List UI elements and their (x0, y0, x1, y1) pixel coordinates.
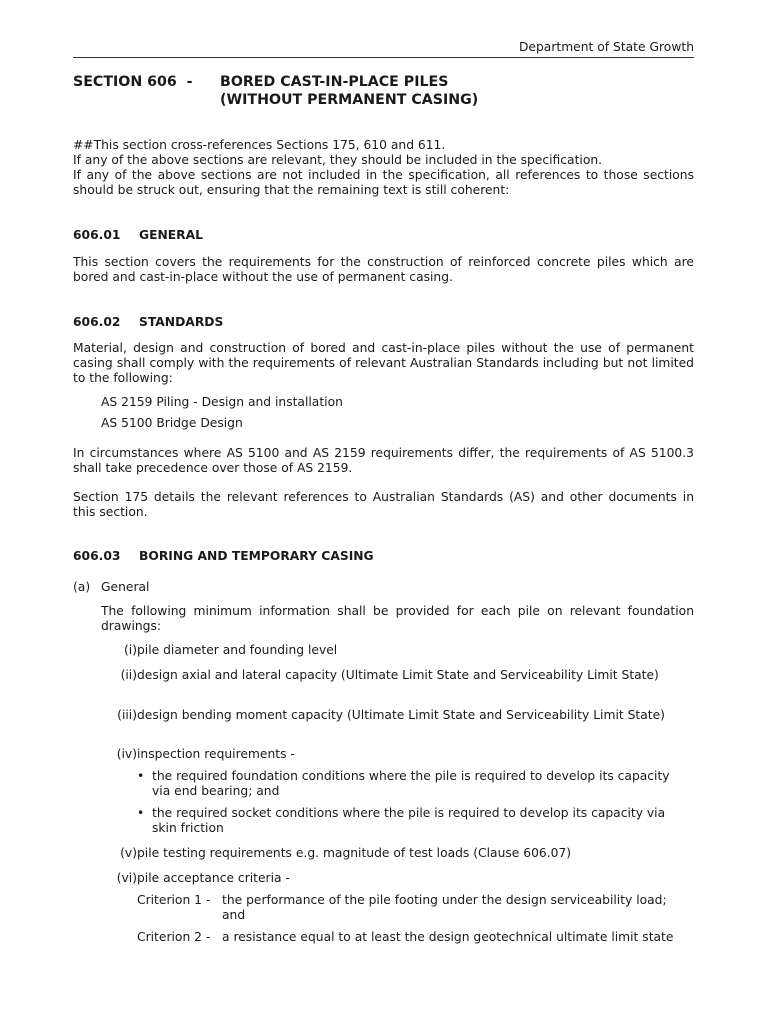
bullet-end-bearing: • the required foundation conditions where the pile is required to develop its capacity via end bearing; and (137, 769, 670, 798)
criterion-1-label: Criterion 1 - (137, 893, 211, 907)
precedence-text: In circumstances where AS 5100 and AS 2159 requirements differ, the requirements of AS 5100.3 shall take precedence over those of AS 2159. (73, 446, 694, 475)
standard-as5100: AS 5100 Bridge Design (101, 416, 243, 430)
subclause-a-title: General (101, 580, 150, 594)
criterion-1 (137, 893, 677, 923)
intro-line-3: If any of the above sections are not included in the specification, all references to those sections should be struck out, ensuring that the remaining text is still coherent: (73, 168, 694, 197)
item-iv: (iv) inspection requirements - (116, 747, 295, 761)
item-iii: (iii) design bending moment capacity (Ultimate Limit State and Serviceability Limit State) (117, 708, 665, 722)
criterion-2 (137, 930, 677, 945)
header-org: Department of State Growth (518, 40, 694, 54)
subclause-a (73, 580, 694, 595)
title-line1: BORED CAST-IN-PLACE PILES (220, 74, 449, 90)
item-i: (i) pile diameter and founding level (123, 643, 338, 657)
criterion-2-text: a resistance equal to at least the design geotechnical ultimate limit state (222, 930, 674, 944)
general-text: This section covers the requirements for the construction of reinforced concrete piles which are bored and cast-in-place without the use of permanent casing. (73, 255, 694, 284)
heading-606-02: 606.02 STANDARDS (73, 315, 224, 329)
heading-606-01: 606.01 GENERAL (73, 228, 204, 242)
item-vi: (vi) pile acceptance criteria - (116, 871, 290, 885)
section-title (73, 73, 478, 109)
title-line2: (WITHOUT PERMANENT CASING) (220, 92, 479, 108)
section-number: SECTION 606 - (73, 74, 193, 90)
criterion-2-label: Criterion 2 - (137, 930, 211, 944)
intro-line-1: ##This section cross-references Sections 175, 610 and 611. (73, 138, 446, 152)
criterion-1-text: the performance of the pile footing under the design serviceability load; and (222, 893, 667, 922)
item-ii: (ii) design axial and lateral capacity (Ultimate Limit State and Serviceability Limit State) (120, 668, 659, 682)
references-text: Section 175 details the relevant references to Australian Standards (AS) and other documents in this section. (73, 490, 694, 519)
bullet-skin-friction: • the required socket conditions where the pile is required to develop its capacity via skin friction (137, 806, 666, 835)
page-header (73, 40, 694, 58)
subclause-a-text: The following minimum information shall be provided for each pile on relevant foundation drawings: (101, 604, 694, 633)
heading-606-03: 606.03 BORING AND TEMPORARY CASING (73, 549, 374, 563)
item-v: (v) pile testing requirements e.g. magnitude of test loads (Clause 606.07) (120, 846, 572, 860)
subclause-a-label: (a) (73, 580, 91, 594)
standard-as2159: AS 2159 Piling - Design and installation (101, 395, 343, 409)
intro-block (73, 138, 694, 198)
standards-text: Material, design and construction of bored and cast-in-place piles without the use of permanent casing shall comply with the requirements of relevant Australian Standards including but not limited to the following: (73, 341, 694, 385)
intro-line-2: If any of the above sections are relevant, they should be included in the specification. (73, 153, 603, 167)
